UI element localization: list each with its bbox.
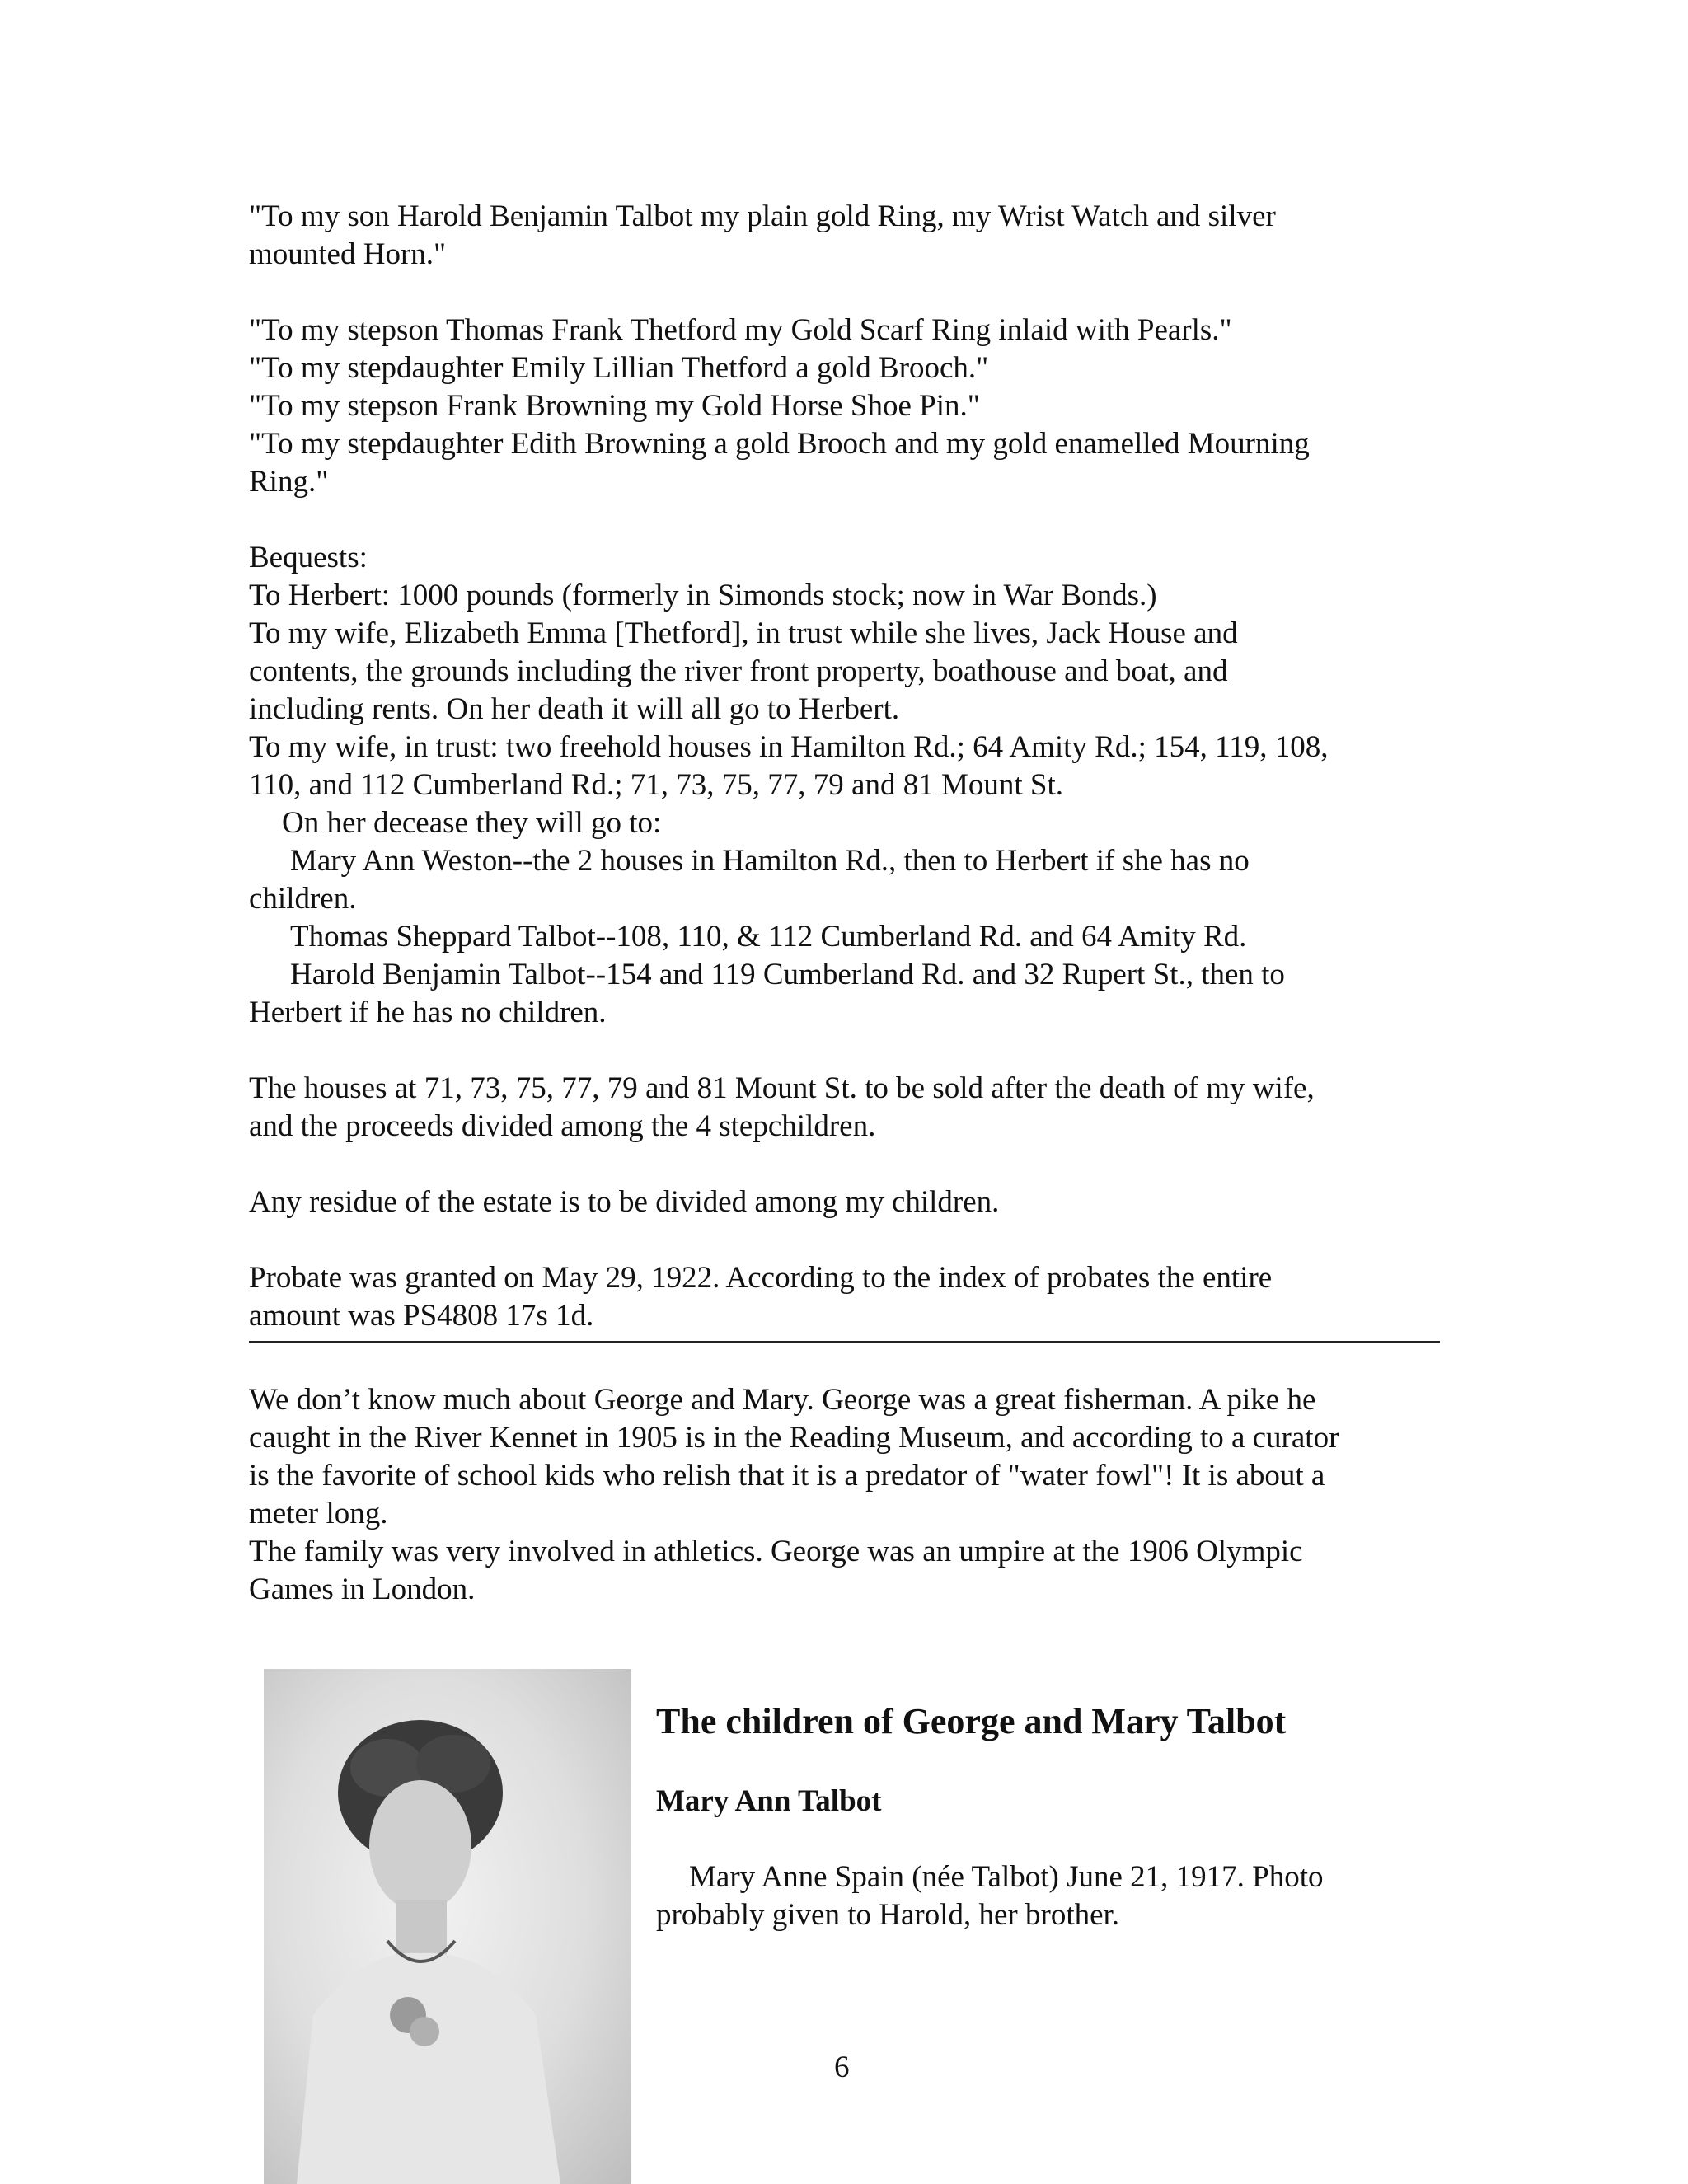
text-line: Probate was granted on May 29, 1922. According to the index of probates the entire [249, 1261, 1273, 1295]
text-line: "To my stepdaughter Emily Lillian Thetford a gold Brooch." [249, 351, 989, 385]
text-line: mounted Horn." [249, 237, 447, 271]
subheading: Mary Ann Talbot [656, 1784, 882, 1818]
text-line: including rents. On her death it will all go to Herbert. [249, 692, 900, 726]
text-line: is the favorite of school kids who relish that it is a predator of "water fowl"! It is about a [249, 1459, 1325, 1493]
text-line: The family was very involved in athletics. George was an umpire at the 1906 Olympic [249, 1535, 1303, 1568]
text-line: "To my stepson Thomas Frank Thetford my Gold Scarf Ring inlaid with Pearls." [249, 313, 1232, 347]
bequests-heading: Bequests: [249, 541, 368, 574]
text-line: Any residue of the estate is to be divided among my children. [249, 1185, 1000, 1219]
text-line: Games in London. [249, 1572, 476, 1606]
page-number: 6 [834, 2050, 850, 2084]
text-line: To my wife, in trust: two freehold houses in Hamilton Rd.; 64 Amity Rd.; 154, 119, 108, [249, 730, 1329, 764]
text-line: "To my stepdaughter Edith Browning a gold Brooch and my gold enamelled Mourning [249, 427, 1310, 461]
text-line: Mary Ann Weston--the 2 houses in Hamilton Rd., then to Herbert if she has no [290, 844, 1250, 878]
text-line: 110, and 112 Cumberland Rd.; 71, 73, 75, 77, 79 and 81 Mount St. [249, 768, 1063, 802]
text-line: "To my son Harold Benjamin Talbot my plain gold Ring, my Wrist Watch and silver [249, 199, 1276, 233]
text-line: meter long. [249, 1497, 388, 1530]
text-line: "To my stepson Frank Browning my Gold Horse Shoe Pin." [249, 389, 980, 423]
caption-line: probably given to Harold, her brother. [656, 1898, 1120, 1932]
text-line: We don’t know much about George and Mary. George was a great fisherman. A pike he [249, 1383, 1316, 1417]
bequests-text [249, 198, 1452, 1335]
text-line: and the proceeds divided among the 4 stepchildren. [249, 1109, 876, 1143]
text-line: children. [249, 882, 357, 916]
text-line: amount was PS4808 17s 1d. [249, 1299, 594, 1333]
portrait-photo [264, 1669, 631, 2184]
caption-line: Mary Anne Spain (née Talbot) June 21, 1917. Photo [689, 1860, 1324, 1894]
text-line: To Herbert: 1000 pounds (formerly in Simonds stock; now in War Bonds.) [249, 579, 1157, 612]
text-line: Thomas Sheppard Talbot--108, 110, & 112 Cumberland Rd. and 64 Amity Rd. [290, 920, 1247, 954]
text-line: Ring." [249, 465, 329, 499]
text-line: contents, the grounds including the river front property, boathouse and boat, and [249, 654, 1228, 688]
horizontal-rule [249, 1341, 1440, 1343]
section-title: The children of George and Mary Talbot [656, 1701, 1287, 1741]
photo-caption [656, 1858, 1431, 1934]
text-line: Herbert if he has no children. [249, 996, 607, 1029]
text-line: To my wife, Elizabeth Emma [Thetford], in trust while she lives, Jack House and [249, 616, 1238, 650]
text-line: On her decease they will go to: [282, 806, 662, 840]
text-line: caught in the River Kennet in 1905 is in the Reading Museum, and according to a curator [249, 1421, 1339, 1455]
text-line: The houses at 71, 73, 75, 77, 79 and 81 Mount St. to be sold after the death of my wife, [249, 1071, 1315, 1105]
family-text [249, 1381, 1452, 1609]
text-line: Harold Benjamin Talbot--154 and 119 Cumberland Rd. and 32 Rupert St., then to [290, 958, 1285, 991]
